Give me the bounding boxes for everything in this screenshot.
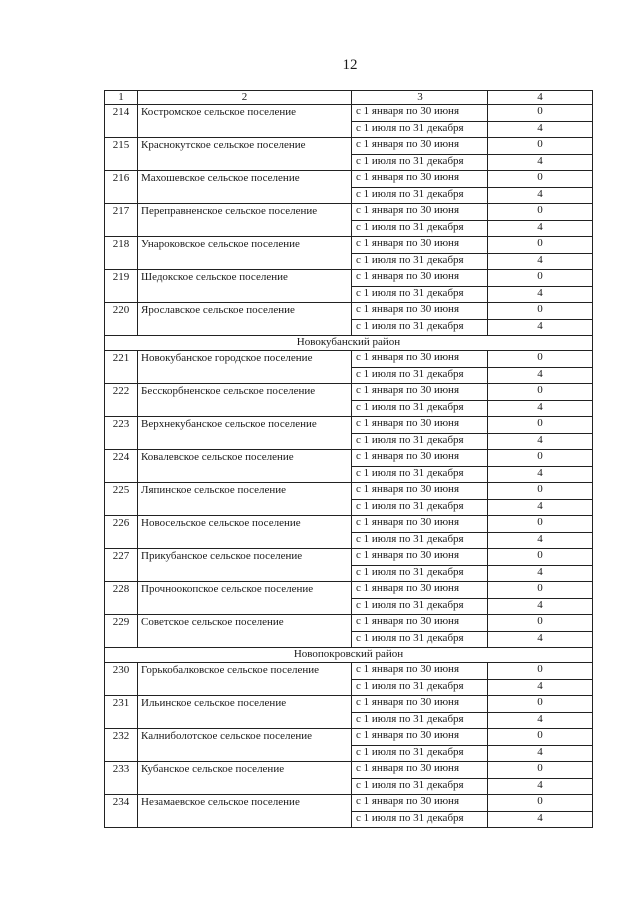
table-row bbox=[105, 450, 593, 467]
row-number: 234 bbox=[105, 795, 138, 828]
value-second-half: 4 bbox=[488, 811, 593, 828]
value-first-half: 0 bbox=[488, 105, 593, 122]
period-first-half: с 1 января по 30 июня bbox=[352, 663, 488, 680]
row-number: 216 bbox=[105, 171, 138, 204]
table-row bbox=[105, 384, 593, 401]
settlement-name: Ляпинское сельское поселение bbox=[138, 483, 352, 516]
column-header-1: 1 bbox=[105, 91, 138, 105]
row-number: 219 bbox=[105, 270, 138, 303]
value-second-half: 4 bbox=[488, 631, 593, 648]
period-second-half: с 1 июля по 31 декабря bbox=[352, 679, 488, 696]
table-row bbox=[105, 549, 593, 566]
period-first-half: с 1 января по 30 июня bbox=[352, 384, 488, 401]
period-second-half: с 1 июля по 31 декабря bbox=[352, 253, 488, 270]
period-second-half: с 1 июля по 31 декабря bbox=[352, 154, 488, 171]
period-second-half: с 1 июля по 31 декабря bbox=[352, 745, 488, 762]
period-first-half: с 1 января по 30 июня bbox=[352, 582, 488, 599]
value-second-half: 4 bbox=[488, 532, 593, 549]
table-row bbox=[105, 171, 593, 188]
table-row bbox=[105, 762, 593, 779]
settlement-name: Махошевское сельское поселение bbox=[138, 171, 352, 204]
settlement-name: Шедокское сельское поселение bbox=[138, 270, 352, 303]
period-first-half: с 1 января по 30 июня bbox=[352, 483, 488, 500]
value-first-half: 0 bbox=[488, 795, 593, 812]
value-first-half: 0 bbox=[488, 384, 593, 401]
row-number: 215 bbox=[105, 138, 138, 171]
period-first-half: с 1 января по 30 июня bbox=[352, 417, 488, 434]
settlements-table bbox=[104, 90, 593, 828]
period-second-half: с 1 июля по 31 декабря bbox=[352, 466, 488, 483]
value-first-half: 0 bbox=[488, 237, 593, 254]
table-row bbox=[105, 270, 593, 287]
column-header-4: 4 bbox=[488, 91, 593, 105]
district-name: Новопокровский район bbox=[105, 648, 593, 663]
value-second-half: 4 bbox=[488, 433, 593, 450]
settlement-name: Горькобалковское сельское поселение bbox=[138, 663, 352, 696]
settlement-name: Новосельское сельское поселение bbox=[138, 516, 352, 549]
value-second-half: 4 bbox=[488, 154, 593, 171]
value-second-half: 4 bbox=[488, 400, 593, 417]
value-second-half: 4 bbox=[488, 712, 593, 729]
table-row bbox=[105, 351, 593, 368]
period-second-half: с 1 июля по 31 декабря bbox=[352, 220, 488, 237]
value-first-half: 0 bbox=[488, 171, 593, 188]
settlement-name: Кубанское сельское поселение bbox=[138, 762, 352, 795]
row-number: 214 bbox=[105, 105, 138, 138]
row-number: 231 bbox=[105, 696, 138, 729]
period-first-half: с 1 января по 30 июня bbox=[352, 138, 488, 155]
value-second-half: 4 bbox=[488, 319, 593, 336]
period-second-half: с 1 июля по 31 декабря bbox=[352, 433, 488, 450]
period-first-half: с 1 января по 30 июня bbox=[352, 615, 488, 632]
row-number: 232 bbox=[105, 729, 138, 762]
period-first-half: с 1 января по 30 июня bbox=[352, 270, 488, 287]
row-number: 229 bbox=[105, 615, 138, 648]
row-number: 220 bbox=[105, 303, 138, 336]
value-second-half: 4 bbox=[488, 466, 593, 483]
value-first-half: 0 bbox=[488, 417, 593, 434]
column-header-3: 3 bbox=[352, 91, 488, 105]
row-number: 221 bbox=[105, 351, 138, 384]
page-number: 12 bbox=[342, 57, 358, 73]
period-second-half: с 1 июля по 31 декабря bbox=[352, 565, 488, 582]
period-first-half: с 1 января по 30 июня bbox=[352, 762, 488, 779]
value-first-half: 0 bbox=[488, 483, 593, 500]
value-first-half: 0 bbox=[488, 351, 593, 368]
settlement-name: Унароковское сельское поселение bbox=[138, 237, 352, 270]
table-row bbox=[105, 696, 593, 713]
period-second-half: с 1 июля по 31 декабря bbox=[352, 532, 488, 549]
table-row bbox=[105, 417, 593, 434]
value-second-half: 4 bbox=[488, 220, 593, 237]
value-first-half: 0 bbox=[488, 204, 593, 221]
value-second-half: 4 bbox=[488, 286, 593, 303]
row-number: 230 bbox=[105, 663, 138, 696]
period-second-half: с 1 июля по 31 декабря bbox=[352, 811, 488, 828]
period-first-half: с 1 января по 30 июня bbox=[352, 351, 488, 368]
value-second-half: 4 bbox=[488, 745, 593, 762]
period-first-half: с 1 января по 30 июня bbox=[352, 450, 488, 467]
settlement-name: Костромское сельское поселение bbox=[138, 105, 352, 138]
row-number: 227 bbox=[105, 549, 138, 582]
settlement-name: Незамаевское сельское поселение bbox=[138, 795, 352, 828]
value-first-half: 0 bbox=[488, 762, 593, 779]
period-first-half: с 1 января по 30 июня bbox=[352, 549, 488, 566]
value-first-half: 0 bbox=[488, 729, 593, 746]
period-second-half: с 1 июля по 31 декабря bbox=[352, 319, 488, 336]
table-row bbox=[105, 729, 593, 746]
settlement-name: Новокубанское городское поселение bbox=[138, 351, 352, 384]
settlement-name: Ильинское сельское поселение bbox=[138, 696, 352, 729]
table-row bbox=[105, 204, 593, 221]
row-number: 228 bbox=[105, 582, 138, 615]
table-row bbox=[105, 663, 593, 680]
settlement-name: Краснокутское сельское поселение bbox=[138, 138, 352, 171]
row-number: 217 bbox=[105, 204, 138, 237]
period-first-half: с 1 января по 30 июня bbox=[352, 729, 488, 746]
table-row bbox=[105, 582, 593, 599]
period-second-half: с 1 июля по 31 декабря bbox=[352, 499, 488, 516]
period-first-half: с 1 января по 30 июня bbox=[352, 204, 488, 221]
period-first-half: с 1 января по 30 июня bbox=[352, 795, 488, 812]
settlement-name: Советское сельское поселение bbox=[138, 615, 352, 648]
settlement-name: Калниболотское сельское поселение bbox=[138, 729, 352, 762]
period-second-half: с 1 июля по 31 декабря bbox=[352, 367, 488, 384]
settlement-name: Прикубанское сельское поселение bbox=[138, 549, 352, 582]
district-row bbox=[105, 336, 593, 351]
district-name: Новокубанский район bbox=[105, 336, 593, 351]
period-first-half: с 1 января по 30 июня bbox=[352, 237, 488, 254]
value-second-half: 4 bbox=[488, 187, 593, 204]
table-row bbox=[105, 615, 593, 632]
row-number: 223 bbox=[105, 417, 138, 450]
table-row bbox=[105, 795, 593, 812]
settlement-name: Прочноокопское сельское поселение bbox=[138, 582, 352, 615]
table-row bbox=[105, 483, 593, 500]
settlement-name: Ковалевское сельское поселение bbox=[138, 450, 352, 483]
table-row bbox=[105, 237, 593, 254]
period-second-half: с 1 июля по 31 декабря bbox=[352, 400, 488, 417]
period-second-half: с 1 июля по 31 декабря bbox=[352, 712, 488, 729]
value-second-half: 4 bbox=[488, 565, 593, 582]
value-first-half: 0 bbox=[488, 615, 593, 632]
period-second-half: с 1 июля по 31 декабря bbox=[352, 286, 488, 303]
row-number: 222 bbox=[105, 384, 138, 417]
table-row bbox=[105, 303, 593, 320]
row-number: 225 bbox=[105, 483, 138, 516]
settlement-name: Ярославское сельское поселение bbox=[138, 303, 352, 336]
table-row bbox=[105, 516, 593, 533]
row-number: 226 bbox=[105, 516, 138, 549]
district-row bbox=[105, 648, 593, 663]
value-first-half: 0 bbox=[488, 450, 593, 467]
value-first-half: 0 bbox=[488, 138, 593, 155]
value-second-half: 4 bbox=[488, 598, 593, 615]
period-first-half: с 1 января по 30 июня bbox=[352, 696, 488, 713]
table-header-row bbox=[105, 91, 593, 105]
period-second-half: с 1 июля по 31 декабря bbox=[352, 778, 488, 795]
period-first-half: с 1 января по 30 июня bbox=[352, 303, 488, 320]
row-number: 233 bbox=[105, 762, 138, 795]
column-header-2: 2 bbox=[138, 91, 352, 105]
value-second-half: 4 bbox=[488, 253, 593, 270]
value-second-half: 4 bbox=[488, 499, 593, 516]
period-first-half: с 1 января по 30 июня bbox=[352, 105, 488, 122]
table-row bbox=[105, 105, 593, 122]
value-first-half: 0 bbox=[488, 303, 593, 320]
table-row bbox=[105, 138, 593, 155]
value-second-half: 4 bbox=[488, 778, 593, 795]
value-second-half: 4 bbox=[488, 679, 593, 696]
value-first-half: 0 bbox=[488, 582, 593, 599]
settlement-name: Переправненское сельское поселение bbox=[138, 204, 352, 237]
row-number: 224 bbox=[105, 450, 138, 483]
period-second-half: с 1 июля по 31 декабря bbox=[352, 187, 488, 204]
table-body bbox=[105, 91, 593, 828]
value-second-half: 4 bbox=[488, 367, 593, 384]
value-first-half: 0 bbox=[488, 270, 593, 287]
value-first-half: 0 bbox=[488, 663, 593, 680]
value-first-half: 0 bbox=[488, 516, 593, 533]
settlement-name: Бесскорбненское сельское поселение bbox=[138, 384, 352, 417]
settlement-name: Верхнекубанское сельское поселение bbox=[138, 417, 352, 450]
value-first-half: 0 bbox=[488, 696, 593, 713]
period-second-half: с 1 июля по 31 декабря bbox=[352, 631, 488, 648]
period-first-half: с 1 января по 30 июня bbox=[352, 516, 488, 533]
value-first-half: 0 bbox=[488, 549, 593, 566]
value-second-half: 4 bbox=[488, 121, 593, 138]
period-first-half: с 1 января по 30 июня bbox=[352, 171, 488, 188]
period-second-half: с 1 июля по 31 декабря bbox=[352, 121, 488, 138]
row-number: 218 bbox=[105, 237, 138, 270]
period-second-half: с 1 июля по 31 декабря bbox=[352, 598, 488, 615]
